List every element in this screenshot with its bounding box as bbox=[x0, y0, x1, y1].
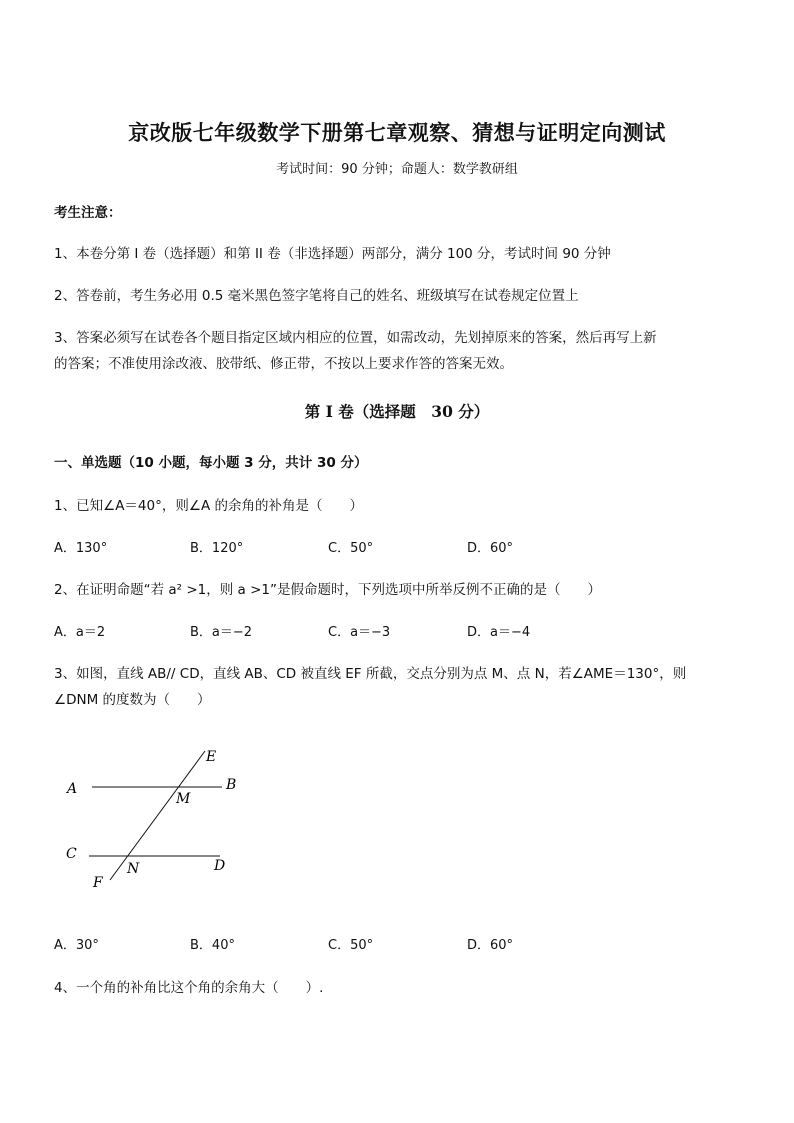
exam-info: 考试时间：90 分钟；命题人：数学教研组 bbox=[276, 162, 518, 177]
label-b: B bbox=[226, 777, 237, 793]
part-heading: 一、单选题（10 小题，每小题 3 分，共计 30 分） bbox=[54, 455, 368, 471]
label-a: A bbox=[67, 781, 78, 797]
line-ef bbox=[110, 751, 205, 880]
parallel-lines-figure bbox=[60, 745, 250, 895]
question-2-text: 2、在证明命题“若 a² >1，则 a >1”是假命题时，下列选项中所举反例不正确的是（ ） bbox=[54, 582, 601, 598]
q2-option-a[interactable]: A．a＝2 bbox=[54, 625, 106, 640]
q1-option-c[interactable]: C．50° bbox=[328, 541, 374, 556]
label-n: N bbox=[127, 861, 140, 877]
section-title: 第 I 卷（选择题 30 分） bbox=[304, 402, 490, 421]
q1-option-a[interactable]: A．130° bbox=[54, 541, 108, 556]
q3-option-c[interactable]: C．50° bbox=[328, 938, 374, 953]
q3-option-b[interactable]: B．40° bbox=[190, 938, 235, 953]
notice-item-3: 3、答案必须写在试卷各个题目指定区域内相应的位置，如需改动，先划掉原来的答案，然后再写上新 bbox=[54, 330, 657, 346]
question-3-text: 3、如图，直线 AB// CD，直线 AB、CD 被直线 EF 所截，交点分别为点 M、点 N，若∠AME＝130°，则 bbox=[54, 666, 687, 682]
notice-item-3-cont: 的答案；不准使用涂改液、胶带纸、修正带，不按以上要求作答的答案无效。 bbox=[54, 356, 513, 372]
q3-option-a[interactable]: A．30° bbox=[54, 938, 99, 953]
q2-option-d[interactable]: D．a＝−4 bbox=[467, 625, 531, 640]
q1-option-d[interactable]: D．60° bbox=[467, 541, 514, 556]
q1-option-b[interactable]: B．120° bbox=[190, 541, 244, 556]
label-d: D bbox=[214, 858, 226, 874]
label-c: C bbox=[66, 846, 77, 862]
q2-option-c[interactable]: C．a＝−3 bbox=[328, 625, 391, 640]
question-4-text: 4、一个角的补角比这个角的余角大（ ）. bbox=[54, 980, 324, 996]
q3-option-d[interactable]: D．60° bbox=[467, 938, 514, 953]
label-m: M bbox=[176, 791, 191, 807]
notice-heading: 考生注意： bbox=[54, 205, 122, 221]
question-3-text-cont: ∠DNM 的度数为（ ） bbox=[54, 692, 211, 708]
q2-option-b[interactable]: B．a＝−2 bbox=[190, 625, 253, 640]
label-e: E bbox=[206, 749, 217, 765]
notice-item-1: 1、本卷分第 I 卷（选择题）和第 II 卷（非选择题）两部分，满分 100 分，考试时间 90 分钟 bbox=[54, 246, 611, 262]
question-1-text: 1、已知∠A＝40°，则∠A 的余角的补角是（ ） bbox=[54, 498, 363, 514]
page-title: 京改版七年级数学下册第七章观察、猜想与证明定向测试 bbox=[128, 120, 666, 145]
label-f: F bbox=[93, 875, 103, 891]
notice-item-2: 2、答卷前，考生务必用 0.5 毫米黑色签字笔将自己的姓名、班级填写在试卷规定位置上 bbox=[54, 288, 579, 304]
